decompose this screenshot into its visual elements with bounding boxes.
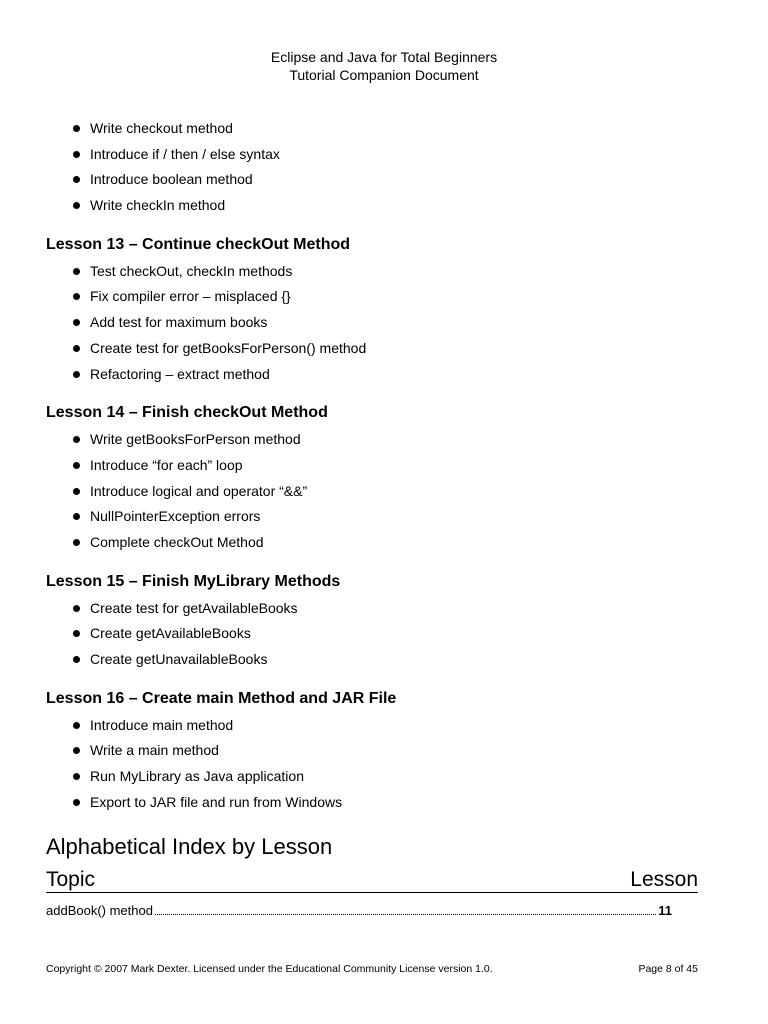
bullet-icon [73,747,80,754]
list-item: Fix compiler error – misplaced {} [46,284,698,310]
index-lesson-header: Lesson [630,868,698,892]
list-item: Write a main method [46,738,698,764]
bullet-icon [73,656,80,663]
index-column-headers [46,868,698,893]
bullet-icon [73,319,80,326]
list-item: Run MyLibrary as Java application [46,764,698,790]
bullet-icon [73,605,80,612]
index-topic-header: Topic [46,868,96,892]
list-item: Export to JAR file and run from Windows [46,790,698,816]
list-item: Complete checkOut Method [46,530,698,556]
bullet-icon [73,513,80,520]
bullet-icon [73,345,80,352]
page-header [0,48,768,84]
list-item: NullPointerException errors [46,504,698,530]
header-title: Eclipse and Java for Total Beginners [270,49,498,65]
lesson-list [46,259,698,387]
header-subtitle: Tutorial Companion Document [289,67,479,83]
dot-leader [155,914,656,915]
page-footer [46,962,698,976]
list-item: Create getAvailableBooks [46,621,698,647]
bullet-icon [73,176,80,183]
bullet-icon [73,293,80,300]
bullet-icon [73,773,80,780]
lesson-heading: Lesson 16 – Create main Method and JAR File [46,689,397,707]
list-item: Create getUnavailableBooks [46,647,698,673]
bullet-icon [73,630,80,637]
bullet-icon [73,202,80,209]
bullet-icon [73,125,80,132]
list-item: Create test for getBooksForPerson() method [46,336,698,362]
lesson-list [46,427,698,555]
bullet-icon [73,722,80,729]
bullet-icon [73,462,80,469]
index-title: Alphabetical Index by Lesson [46,834,333,860]
page-number: Page 8 of 45 [638,963,698,975]
lesson-list [46,713,698,816]
list-item: Write checkout method [46,116,698,142]
bullet-icon [73,799,80,806]
list-item: Write getBooksForPerson method [46,427,698,453]
index-row [46,902,672,920]
lesson-heading: Lesson 13 – Continue checkOut Method [46,235,351,253]
bullet-icon [73,539,80,546]
intro-list [46,116,698,219]
bullet-icon [73,488,80,495]
list-item: Introduce “for each” loop [46,453,698,479]
list-item: Write checkIn method [46,193,698,219]
list-item: Introduce main method [46,713,698,739]
copyright-notice: Copyright © 2007 Mark Dexter. Licensed under the Educational Community License version 1.0. [46,963,493,975]
list-item: Introduce boolean method [46,167,698,193]
index-lesson-number: 11 [658,903,672,919]
list-item: Introduce logical and operator “&&” [46,479,698,505]
list-item: Create test for getAvailableBooks [46,596,698,622]
lesson-list [46,596,698,673]
index-topic: addBook() method [46,903,153,919]
document-body [46,116,698,920]
bullet-icon [73,371,80,378]
list-item: Test checkOut, checkIn methods [46,259,698,285]
lesson-heading: Lesson 15 – Finish MyLibrary Methods [46,572,341,590]
list-item: Introduce if / then / else syntax [46,142,698,168]
lesson-heading: Lesson 14 – Finish checkOut Method [46,404,328,422]
list-item: Add test for maximum books [46,310,698,336]
bullet-icon [73,151,80,158]
list-item: Refactoring – extract method [46,362,698,388]
bullet-icon [73,436,80,443]
bullet-icon [73,268,80,275]
